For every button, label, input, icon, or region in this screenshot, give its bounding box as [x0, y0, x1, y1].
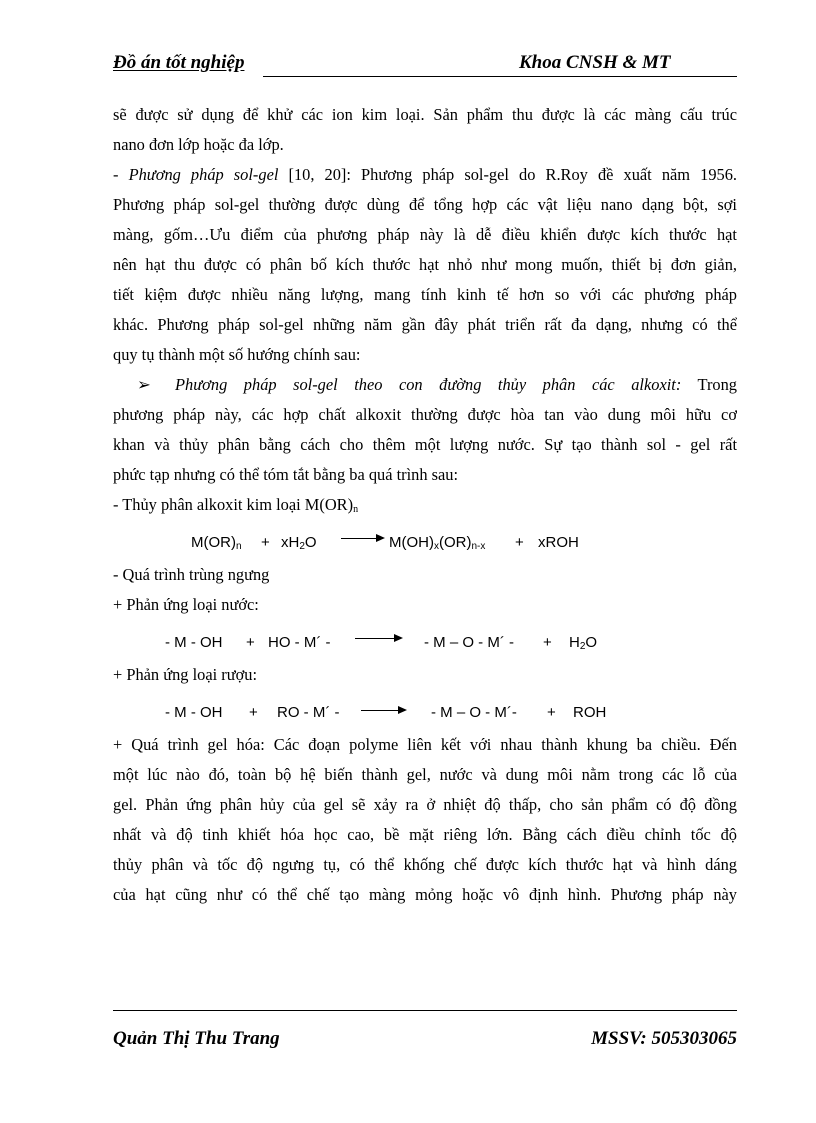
eq-term: RO - M´ - — [277, 704, 340, 721]
text-line: màng, gốm…Ưu điểm của phương pháp này là dễ điều khiển được kích thước hạt — [113, 225, 737, 244]
dash-bullet: - — [113, 165, 129, 184]
eq-term: - M – O - M´- — [431, 704, 517, 721]
footer-rule — [113, 1010, 737, 1011]
text-line: nano đơn lớp hoặc đa lớp. — [113, 135, 284, 154]
text-line — [113, 490, 737, 520]
text-line: + Quá trình gel hóa: Các đoạn polyme liên kết với nhau thành khung ba chiều. Đến — [113, 735, 737, 754]
text-line: nhất và độ tinh khiết hóa học cao, bề mặt riêng lớn. Bằng cách điều chỉnh tốc độ — [113, 825, 737, 844]
text-line — [113, 370, 737, 400]
text-line: phức tạp nhưng có thể tóm tắt bằng ba quá trình sau: — [113, 465, 459, 484]
page-footer — [113, 1028, 737, 1050]
eq-plus: + — [249, 704, 258, 721]
eq-term: ROH — [573, 704, 607, 721]
eq-term: $xH_2O$ — [281, 534, 317, 552]
header-department: Khoa CNSH & MT — [519, 52, 671, 73]
eq-term: - M - OH — [165, 634, 223, 651]
page-header — [113, 52, 737, 78]
reaction-arrow-icon — [355, 638, 401, 639]
reaction-arrow-icon — [341, 538, 383, 539]
text-line: thủy phân và tốc độ ngưng tụ, có thể khống chế được kích thước hạt và hình dáng — [113, 855, 737, 874]
eq-term: $H_2O$ — [569, 634, 598, 652]
eq-plus: + — [547, 704, 556, 721]
method-subtitle: Phương pháp sol-gel theo con đường thủy phân các alkoxit: — [175, 375, 682, 394]
eq-term: xROH — [538, 534, 579, 551]
reaction-arrow-icon — [361, 710, 405, 711]
header-rule — [263, 76, 737, 77]
eq-term: $M(OH)_x(OR)_{n-x}$ — [389, 534, 486, 552]
eq-term: $M(OR)_n$ — [191, 534, 242, 552]
text-line — [113, 160, 737, 190]
eq-plus: + — [515, 534, 524, 551]
text-segment: [10, 20]: Phương pháp sol-gel do R.Roy đề xuất năm 1956. — [278, 165, 737, 184]
text-line: + Phản ứng loại nước: — [113, 595, 259, 614]
equation-water-elimination — [113, 620, 737, 660]
student-id: MSSV: 505303065 — [591, 1028, 737, 1049]
eq-plus: + — [246, 634, 255, 651]
text-line: sẽ được sử dụng để khử các ion kim loại. Sản phẩm thu được là các màng cấu trúc — [113, 105, 737, 124]
text-line: phương pháp này, các hợp chất alkoxit thường được hòa tan vào dung môi hữu cơ — [113, 405, 737, 424]
document-body — [113, 100, 737, 910]
eq-term: HO - M´ - — [268, 634, 331, 651]
text-line: khác. Phương pháp sol-gel những năm gần đây phát triển rất đa dạng, nhưng có thể — [113, 315, 737, 334]
text-line: + Phản ứng loại rượu: — [113, 665, 258, 684]
text-line: quy tụ thành một số hướng chính sau: — [113, 345, 361, 364]
author-name: Quản Thị Thu Trang — [113, 1028, 280, 1049]
method-name: Phương pháp sol-gel — [128, 165, 279, 184]
text-line: - Quá trình trùng ngưng — [113, 565, 270, 584]
text-line: khan và thủy phân bằng cách cho thêm một lượng nước. Sự tạo thành sol - gel rất — [113, 435, 737, 454]
eq-plus: + — [261, 534, 270, 551]
text-line: của hạt cũng như có thể chế tạo màng mỏng hoặc vô định hình. Phương pháp này — [113, 885, 737, 904]
eq-term: - M – O - M´ - — [424, 634, 514, 651]
eq-term: - M - OH — [165, 704, 223, 721]
arrow-bullet-icon: ➢ — [137, 375, 151, 394]
text-line: một lúc nào đó, toàn bộ hệ biến thành gel, nước và dung môi nằm trong các lỗ của — [113, 765, 737, 784]
text-line: Phương pháp sol-gel thường được dùng để tổng hợp các vật liệu nano dạng bột, sợi — [113, 195, 737, 214]
subscript: n — [353, 504, 359, 515]
text-segment: Trong — [681, 375, 737, 394]
header-title: Đồ án tốt nghiệp — [113, 52, 245, 73]
eq-plus: + — [543, 634, 552, 651]
equation-alcohol-elimination — [113, 690, 737, 730]
text-line: tiết kiệm được nhiều năng lượng, mang tính kinh tế hơn so với các phương pháp — [113, 285, 737, 304]
equation-hydrolysis — [113, 520, 737, 560]
text-line: gel. Phản ứng phân hủy của gel sẽ xảy ra ở nhiệt độ thấp, cho sản phẩm có độ đồng — [113, 795, 737, 814]
text-line: nên hạt thu được có phân bố kích thước hạt nhỏ như mong muốn, thiết bị đơn giản, — [113, 255, 737, 274]
text-segment: - Thủy phân alkoxit kim loại M(OR) — [113, 495, 354, 514]
